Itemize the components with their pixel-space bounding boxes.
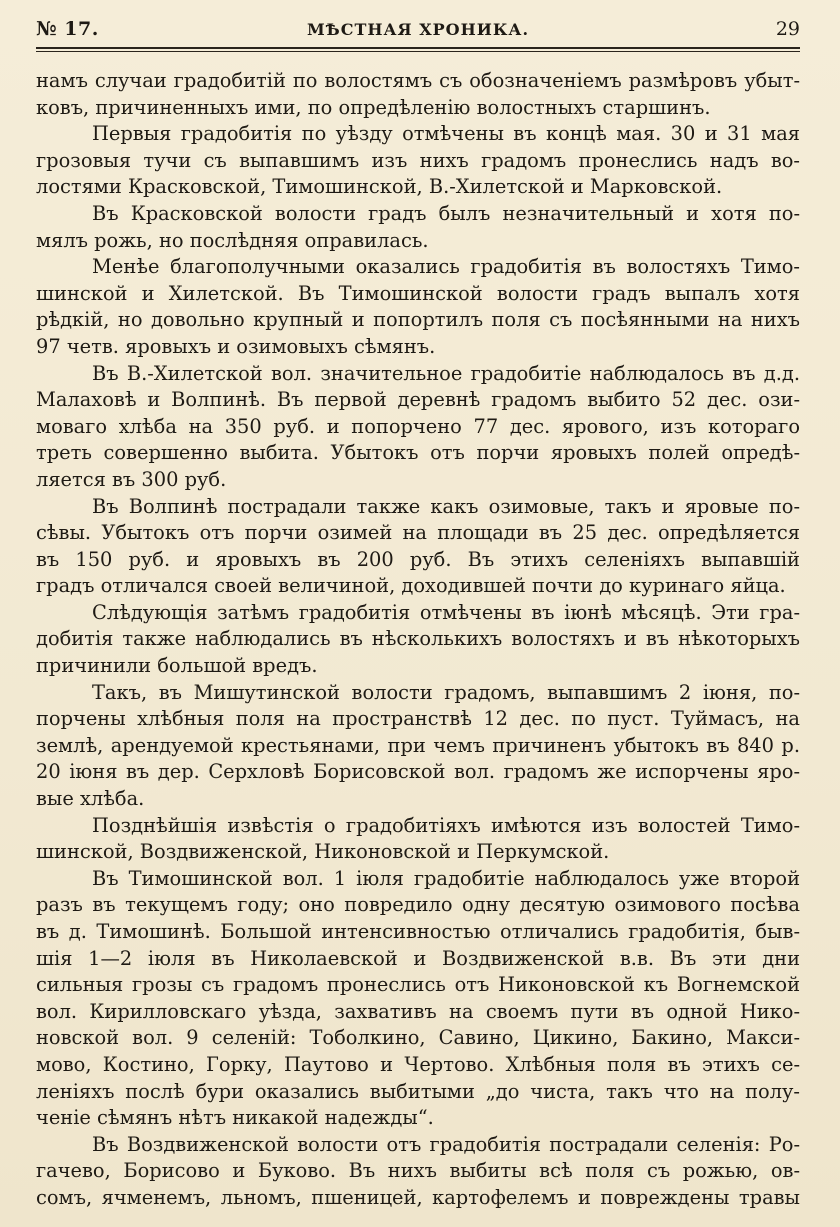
paragraph [36, 201, 800, 254]
paragraph [36, 68, 800, 121]
paragraph [36, 494, 800, 600]
text-line: ляется въ 300 руб. [36, 467, 227, 491]
text-line: вые хлѣба. [36, 787, 145, 811]
text-line: намъ случаи градобитій по волостямъ съ обозначеніемъ размѣровъ убыт- [36, 69, 800, 92]
text-line: 97 четв. яровыхъ и озимовыхъ сѣмянъ. [36, 334, 436, 358]
text-line: разъ въ текущемъ году; оно повредило одну десятую озимового посѣва [36, 893, 800, 917]
text-line: 20 іюня въ дер. Серхловѣ Борисовской вол. градомъ же испорчены яро- [36, 760, 800, 784]
text-line: Менѣе благополучными оказались градобитія въ волостяхъ Тимо- [92, 255, 800, 279]
text-line: сильныя грозы съ градомъ пронеслись отъ Никоновской къ Вогнемской [36, 973, 800, 997]
header-rule [36, 47, 800, 49]
text-line: Въ Волпинѣ пострадали также какъ озимовые, такъ и яровые по- [92, 494, 800, 518]
text-line: мово, Костино, Горку, Паутово и Чертово. Хлѣбныя поля въ этихъ се- [36, 1052, 800, 1076]
paragraph [36, 680, 800, 813]
text-line: Позднѣйшія извѣстія о градобитіяхъ имѣются изъ волостей Тимо- [92, 813, 800, 837]
text-line: треть совершенно выбита. Убытокъ отъ порчи яровыхъ полей опредѣ- [36, 441, 800, 465]
text-line: Въ В.-Хилетской вол. значительное градобитіе наблюдалось въ д.д. [92, 361, 800, 385]
text-line: сомъ, ячменемъ, льномъ, пшеницей, картофелемъ и повреждены травы [36, 1185, 800, 1209]
text-line: Въ Воздвиженской волости отъ градобитія пострадали селенія: Ро- [92, 1132, 800, 1156]
text-line: шинской, Воздвиженской, Никоновской и Перкумской. [36, 840, 610, 864]
text-line: рѣдкій, но довольно крупный и попортилъ поля съ посѣянными на нихъ [36, 308, 800, 332]
text-line: моваго хлѣба на 350 руб. и попорчено 77 дес. ярового, изъ котораго [36, 414, 800, 438]
text-line: Слѣдующія затѣмъ градобитія отмѣчены въ іюнѣ мѣсяцѣ. Эти гра- [92, 600, 800, 624]
text-line: шія 1—2 іюля въ Николаевской и Воздвиженской в.в. Въ эти дни [36, 946, 800, 970]
text-line: ковъ, причиненныхъ ими, по опредѣленію волостныхъ старшинъ. [36, 95, 711, 119]
paragraph [36, 121, 800, 201]
text-line: Первыя градобитія по уѣзду отмѣчены въ концѣ мая. 30 и 31 мая [92, 122, 800, 146]
text-line: Такъ, въ Мишутинской волости градомъ, выпавшимъ 2 іюня, по- [92, 680, 800, 704]
paragraph [36, 866, 800, 1132]
text-line: порчены хлѣбныя поля на пространствѣ 12 дес. по пуст. Туймасъ, на [36, 707, 800, 731]
page-number: 29 [775, 18, 800, 40]
text-line: градъ отличался своей величиной, доходившей почти до куринаго яйца. [36, 574, 786, 598]
text-line: вол. Кирилловскаго уѣзда, захвативъ на своемъ пути въ одной Нико- [36, 999, 800, 1023]
text-line: ченіе сѣмянъ нѣтъ никакой надежды“. [36, 1106, 434, 1130]
text-line: Въ Красковской волости градъ былъ незначительный и хотя по- [92, 201, 800, 225]
text-line: мялъ рожь, но послѣдняя оправилась. [36, 228, 429, 252]
text-line: леніяхъ послѣ бури оказались выбитыми „до чиста, такъ что на полу- [36, 1079, 800, 1103]
text-line: новской вол. 9 селеній: Тоболкино, Савино, Цикино, Бакино, Макси- [36, 1026, 800, 1050]
text-line: въ 150 руб. и яровыхъ въ 200 руб. Въ этихъ селеніяхъ выпавшій [36, 547, 800, 571]
text-line: добитія также наблюдались въ нѣсколькихъ волостяхъ и въ нѣкоторыхъ [36, 627, 800, 651]
text-line: землѣ, арендуемой крестьянами, при чемъ причиненъ убытокъ въ 840 р. [36, 733, 800, 757]
text-line: Малаховѣ и Волпинѣ. Въ первой деревнѣ градомъ выбито 52 дес. ози- [36, 388, 800, 412]
page-header [36, 18, 800, 46]
paragraph [36, 1132, 800, 1212]
text-line: лостями Красковской, Тимошинской, В.-Хилетской и Марковской. [36, 175, 723, 199]
text-line: шинской и Хилетской. Въ Тимошинской волости градъ выпалъ хотя [36, 281, 800, 305]
text-line: сѣвы. Убытокъ отъ порчи озимей на площади въ 25 дес. опредѣляется [36, 521, 800, 545]
header-rule-thin [36, 51, 800, 52]
running-title: МѢСТНАЯ ХРОНИКА. [306, 20, 530, 39]
text-line: гачево, Борисово и Буково. Въ нихъ выбиты всѣ поля съ рожью, ов- [36, 1159, 800, 1183]
paragraph [36, 361, 800, 494]
issue-number: № 17. [36, 18, 99, 40]
paragraph [36, 254, 800, 360]
paragraph [36, 813, 800, 866]
text-line: въ д. Тимошинѣ. Большой интенсивностью отличались градобитія, быв- [36, 920, 800, 943]
text-line: Въ Тимошинской вол. 1 іюля градобитіе наблюдалось уже второй [92, 866, 800, 890]
paragraph [36, 600, 800, 680]
text-line: грозовыя тучи съ выпавшимъ изъ нихъ градомъ пронеслись надъ во- [36, 148, 800, 172]
text-line: причинили большой вредъ. [36, 654, 318, 678]
article-body [36, 68, 800, 1212]
